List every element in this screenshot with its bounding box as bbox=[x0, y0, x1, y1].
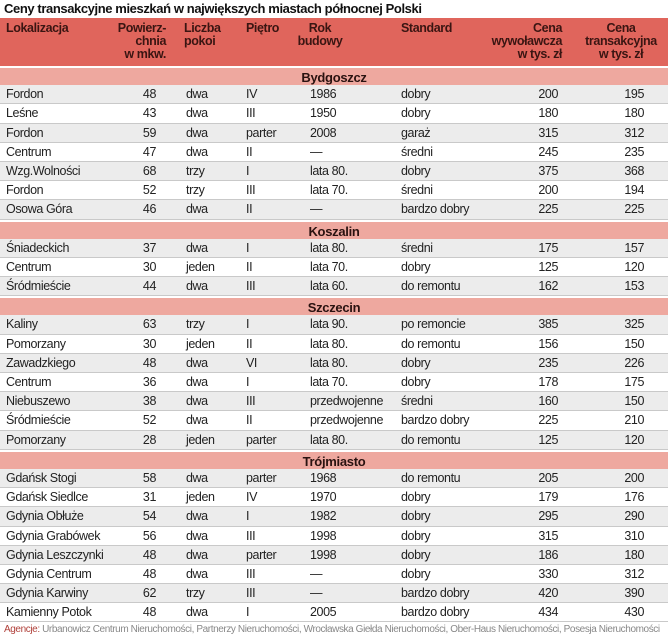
table-cell: III bbox=[246, 183, 256, 198]
table-cell: dobry bbox=[401, 490, 431, 505]
table-cell: 59 bbox=[142, 125, 156, 140]
table-row bbox=[0, 469, 668, 488]
sources-footer bbox=[4, 624, 660, 635]
table-cell: 312 bbox=[624, 566, 644, 581]
table-cell: Wzg.Wolności bbox=[6, 163, 81, 178]
table-cell: średni bbox=[401, 144, 433, 159]
table-cell: 210 bbox=[624, 413, 644, 428]
table-cell: dwa bbox=[186, 375, 208, 389]
table-cell: 385 bbox=[538, 317, 558, 332]
table-cell: po remoncie bbox=[401, 317, 466, 332]
table-row bbox=[0, 373, 668, 392]
table-cell: Leśne bbox=[6, 106, 39, 121]
table-cell: 54 bbox=[142, 509, 156, 524]
table-cell: jeden bbox=[186, 432, 215, 447]
table-row bbox=[0, 124, 668, 143]
table-row bbox=[0, 392, 668, 411]
table-cell: Niebuszewo bbox=[6, 394, 71, 409]
table-cell: 175 bbox=[624, 375, 644, 389]
table-cell: bardzo dobry bbox=[401, 605, 470, 620]
column-header: Piętro bbox=[246, 21, 280, 35]
table-cell: dobry bbox=[401, 163, 431, 178]
table-cell: 120 bbox=[624, 259, 644, 274]
table-header bbox=[0, 18, 668, 66]
table-cell: 235 bbox=[538, 355, 558, 370]
table-cell: 180 bbox=[624, 106, 644, 121]
table-cell: trzy bbox=[186, 183, 205, 198]
table-cell: 179 bbox=[538, 490, 558, 505]
table-row bbox=[0, 603, 668, 622]
table-cell: 2005 bbox=[310, 605, 337, 620]
table-cell: 58 bbox=[142, 470, 156, 485]
table-cell: przedwojenne bbox=[310, 394, 384, 409]
table-cell: II bbox=[246, 413, 253, 428]
table-cell: 1986 bbox=[310, 87, 337, 102]
table-row bbox=[0, 507, 668, 526]
table-cell: trzy bbox=[186, 586, 205, 601]
table-row bbox=[0, 335, 668, 354]
table-cell: do remontu bbox=[401, 279, 461, 294]
column-header: Rok budowy bbox=[297, 21, 343, 48]
table-cell: dwa bbox=[186, 394, 208, 409]
table-cell: 46 bbox=[142, 202, 156, 217]
table-cell: lata 70. bbox=[310, 259, 348, 274]
table-cell: dobry bbox=[401, 566, 431, 581]
table-cell: 180 bbox=[538, 106, 558, 121]
table-cell: 125 bbox=[538, 432, 558, 447]
table-row bbox=[0, 584, 668, 603]
table-cell: 48 bbox=[142, 547, 156, 562]
table-cell: 225 bbox=[624, 202, 644, 217]
table-cell: Centrum bbox=[6, 375, 52, 389]
table-cell: dwa bbox=[186, 106, 208, 121]
table-cell: I bbox=[246, 317, 250, 332]
table-cell: 1968 bbox=[310, 470, 337, 485]
table-cell: dwa bbox=[186, 547, 208, 562]
table-cell: trzy bbox=[186, 163, 205, 178]
table-cell: Kamienny Potok bbox=[6, 605, 92, 620]
table-cell: garaż bbox=[401, 125, 431, 140]
table-cell: dobry bbox=[401, 259, 431, 274]
table-cell: 120 bbox=[624, 432, 644, 447]
table-cell: 295 bbox=[538, 509, 558, 524]
table-cell: 44 bbox=[142, 279, 156, 294]
table-cell: lata 80. bbox=[310, 432, 348, 447]
table-cell: dwa bbox=[186, 528, 208, 543]
table-cell: 200 bbox=[538, 87, 558, 102]
table-cell: Śniadeckich bbox=[6, 240, 70, 255]
column-header: Powierz- chnia w mkw. bbox=[117, 21, 166, 61]
column-header: Lokalizacja bbox=[6, 21, 69, 35]
table-cell: II bbox=[246, 336, 253, 351]
table-cell: 194 bbox=[624, 183, 644, 198]
table-cell: Centrum bbox=[6, 259, 52, 274]
table-cell: 434 bbox=[538, 605, 558, 620]
table-cell: Gdynia Grabówek bbox=[6, 528, 101, 543]
table-cell: 52 bbox=[142, 183, 156, 198]
table-cell: 430 bbox=[624, 605, 644, 620]
table-cell: IV bbox=[246, 87, 258, 102]
table-row bbox=[0, 315, 668, 334]
table-cell: dwa bbox=[186, 355, 208, 370]
table-cell: Pomorzany bbox=[6, 336, 66, 351]
table-cell: dwa bbox=[186, 144, 208, 159]
table-cell: 156 bbox=[538, 336, 558, 351]
table-cell: 30 bbox=[142, 336, 156, 351]
section-header: Trójmiasto bbox=[0, 450, 668, 469]
table-cell: 1950 bbox=[310, 106, 337, 121]
table-cell: 1970 bbox=[310, 490, 337, 505]
table-cell: 245 bbox=[538, 144, 558, 159]
table-cell: 150 bbox=[624, 336, 644, 351]
table-cell: lata 80. bbox=[310, 163, 348, 178]
table-row bbox=[0, 181, 668, 200]
table-cell: 176 bbox=[624, 490, 644, 505]
table-cell: dobry bbox=[401, 106, 431, 121]
table-cell: 195 bbox=[624, 87, 644, 102]
table-cell: 2008 bbox=[310, 125, 337, 140]
table-cell: średni bbox=[401, 183, 433, 198]
table-cell: — bbox=[310, 202, 323, 217]
table-cell: Gdynia Karwiny bbox=[6, 586, 88, 601]
table-body bbox=[0, 66, 668, 622]
table-cell: 180 bbox=[624, 547, 644, 562]
table-cell: lata 80. bbox=[310, 240, 348, 255]
table-cell: 153 bbox=[624, 279, 644, 294]
table-cell: 63 bbox=[142, 317, 156, 332]
table-cell: Gdynia Leszczynki bbox=[6, 547, 104, 562]
table-cell: — bbox=[310, 566, 323, 581]
table-cell: 315 bbox=[538, 125, 558, 140]
table-cell: 48 bbox=[142, 355, 156, 370]
table-cell: 160 bbox=[538, 394, 558, 409]
table-cell: 48 bbox=[142, 605, 156, 620]
table-cell: Gdynia Centrum bbox=[6, 566, 92, 581]
table-cell: dwa bbox=[186, 470, 208, 485]
table-row bbox=[0, 200, 668, 219]
sources-label: Agencje: bbox=[4, 624, 40, 635]
table-row bbox=[0, 354, 668, 373]
table-cell: 205 bbox=[538, 470, 558, 485]
table-cell: 30 bbox=[142, 259, 156, 274]
table-cell: średni bbox=[401, 240, 433, 255]
table-cell: 37 bbox=[142, 240, 156, 255]
table-cell: lata 60. bbox=[310, 279, 348, 294]
table-cell: Śródmieście bbox=[6, 413, 71, 428]
table-cell: 310 bbox=[624, 528, 644, 543]
table-cell: dobry bbox=[401, 547, 431, 562]
table-cell: 1998 bbox=[310, 547, 337, 562]
table-cell: 375 bbox=[538, 163, 558, 178]
table-cell: jeden bbox=[186, 336, 215, 351]
table-cell: Zawadzkiego bbox=[6, 355, 76, 370]
column-header: Standard bbox=[401, 21, 452, 35]
table-cell: 290 bbox=[624, 509, 644, 524]
column-header: Liczba pokoi bbox=[184, 21, 221, 48]
table-cell: jeden bbox=[186, 490, 215, 505]
table-cell: do remontu bbox=[401, 336, 461, 351]
table-cell: 225 bbox=[538, 413, 558, 428]
table-cell: średni bbox=[401, 394, 433, 409]
table-cell: 200 bbox=[538, 183, 558, 198]
table-cell: dwa bbox=[186, 240, 208, 255]
table-title: Ceny transakcyjne mieszkań w największych miastach północnej Polski bbox=[4, 1, 422, 16]
sources-text: Urbanowicz Centrum Nieruchomości, Partnerzy Nieruchomości, Wrocławska Giełda Nieruchomości, Ober-Haus Nieruchomości, Posesja Nieruchomości bbox=[39, 624, 660, 635]
table-cell: Gdynia Obłuże bbox=[6, 509, 84, 524]
table-row bbox=[0, 239, 668, 258]
table-cell: Gdańsk Stogi bbox=[6, 470, 77, 485]
table-cell: 48 bbox=[142, 566, 156, 581]
table-cell: 390 bbox=[624, 586, 644, 601]
table-cell: 200 bbox=[624, 470, 644, 485]
table-cell: lata 80. bbox=[310, 336, 348, 351]
table-cell: dwa bbox=[186, 566, 208, 581]
table-cell: 68 bbox=[142, 163, 156, 178]
table-cell: dwa bbox=[186, 279, 208, 294]
table-cell: 52 bbox=[142, 413, 156, 428]
table-cell: Śródmieście bbox=[6, 279, 71, 294]
table-cell: Gdańsk Siedlce bbox=[6, 490, 88, 505]
column-header: Cena wywoławcza w tys. zł bbox=[491, 21, 562, 61]
table-cell: — bbox=[310, 144, 323, 159]
table-row bbox=[0, 546, 668, 565]
table-cell: 62 bbox=[142, 586, 156, 601]
table-cell: parter bbox=[246, 432, 277, 447]
table-cell: 1982 bbox=[310, 509, 337, 524]
table-cell: dobry bbox=[401, 528, 431, 543]
table-cell: 31 bbox=[142, 490, 156, 505]
table-cell: 312 bbox=[624, 125, 644, 140]
table-cell: Fordon bbox=[6, 87, 44, 102]
table-row bbox=[0, 527, 668, 546]
table-row bbox=[0, 162, 668, 181]
table-cell: I bbox=[246, 509, 250, 524]
table-cell: 150 bbox=[624, 394, 644, 409]
table-cell: dwa bbox=[186, 509, 208, 524]
table-cell: bardzo dobry bbox=[401, 413, 470, 428]
table-cell: do remontu bbox=[401, 432, 461, 447]
table-cell: II bbox=[246, 259, 253, 274]
table-cell: dwa bbox=[186, 413, 208, 428]
table-row bbox=[0, 488, 668, 507]
table-cell: dobry bbox=[401, 375, 431, 389]
table-cell: — bbox=[310, 586, 323, 601]
table-cell: Centrum bbox=[6, 144, 52, 159]
table-cell: Fordon bbox=[6, 183, 44, 198]
table-cell: I bbox=[246, 163, 250, 178]
table-cell: III bbox=[246, 528, 256, 543]
table-cell: jeden bbox=[186, 259, 215, 274]
section-header: Bydgoszcz bbox=[0, 66, 668, 85]
table-cell: I bbox=[246, 605, 250, 620]
table-cell: 368 bbox=[624, 163, 644, 178]
table-cell: 157 bbox=[624, 240, 644, 255]
table-cell: parter bbox=[246, 547, 277, 562]
table-cell: 225 bbox=[538, 202, 558, 217]
table-cell: III bbox=[246, 566, 256, 581]
table-row bbox=[0, 258, 668, 277]
table-cell: dwa bbox=[186, 87, 208, 102]
table-row bbox=[0, 143, 668, 162]
table-cell: IV bbox=[246, 490, 258, 505]
table-cell: 420 bbox=[538, 586, 558, 601]
table-cell: III bbox=[246, 106, 256, 121]
table-cell: Fordon bbox=[6, 125, 44, 140]
table-cell: 178 bbox=[538, 375, 558, 389]
table-cell: III bbox=[246, 279, 256, 294]
table-cell: 235 bbox=[624, 144, 644, 159]
table-cell: III bbox=[246, 586, 256, 601]
table-cell: 315 bbox=[538, 528, 558, 543]
table-cell: 226 bbox=[624, 355, 644, 370]
table-cell: II bbox=[246, 144, 253, 159]
table-cell: II bbox=[246, 202, 253, 217]
table-cell: VI bbox=[246, 355, 258, 370]
table-cell: lata 80. bbox=[310, 355, 348, 370]
table-cell: I bbox=[246, 375, 250, 389]
table-row bbox=[0, 85, 668, 104]
table-cell: 38 bbox=[142, 394, 156, 409]
table-row bbox=[0, 565, 668, 584]
table-cell: lata 90. bbox=[310, 317, 348, 332]
section-header: Szczecin bbox=[0, 296, 668, 315]
table-row bbox=[0, 104, 668, 123]
table-cell: Osowa Góra bbox=[6, 202, 73, 217]
table-cell: 186 bbox=[538, 547, 558, 562]
table-cell: 325 bbox=[624, 317, 644, 332]
table-cell: bardzo dobry bbox=[401, 586, 470, 601]
table-cell: trzy bbox=[186, 317, 205, 332]
table-cell: Pomorzany bbox=[6, 432, 66, 447]
table-row bbox=[0, 277, 668, 296]
table-cell: dwa bbox=[186, 125, 208, 140]
table-cell: lata 70. bbox=[310, 375, 348, 389]
table-cell: 1998 bbox=[310, 528, 337, 543]
table-cell: 36 bbox=[142, 375, 156, 389]
table-cell: 125 bbox=[538, 259, 558, 274]
column-header: Cena transakcyjna w tys. zł bbox=[585, 21, 657, 61]
table-cell: III bbox=[246, 394, 256, 409]
table-cell: dobry bbox=[401, 355, 431, 370]
section-header: Koszalin bbox=[0, 220, 668, 239]
table-cell: I bbox=[246, 240, 250, 255]
table-cell: 175 bbox=[538, 240, 558, 255]
table-cell: lata 70. bbox=[310, 183, 348, 198]
table-cell: 47 bbox=[142, 144, 156, 159]
table-cell: przedwojenne bbox=[310, 413, 384, 428]
table-cell: 48 bbox=[142, 87, 156, 102]
table-cell: 56 bbox=[142, 528, 156, 543]
table-cell: dwa bbox=[186, 605, 208, 620]
table-cell: dobry bbox=[401, 509, 431, 524]
table-cell: parter bbox=[246, 125, 277, 140]
table-cell: dwa bbox=[186, 202, 208, 217]
table-cell: 330 bbox=[538, 566, 558, 581]
table-cell: 43 bbox=[142, 106, 156, 121]
table-cell: dobry bbox=[401, 87, 431, 102]
table-cell: 162 bbox=[538, 279, 558, 294]
table-row bbox=[0, 411, 668, 430]
table-cell: bardzo dobry bbox=[401, 202, 470, 217]
table-cell: do remontu bbox=[401, 470, 461, 485]
table-cell: parter bbox=[246, 470, 277, 485]
table-cell: 28 bbox=[142, 432, 156, 447]
table-row bbox=[0, 431, 668, 450]
table-cell: Kaliny bbox=[6, 317, 38, 332]
